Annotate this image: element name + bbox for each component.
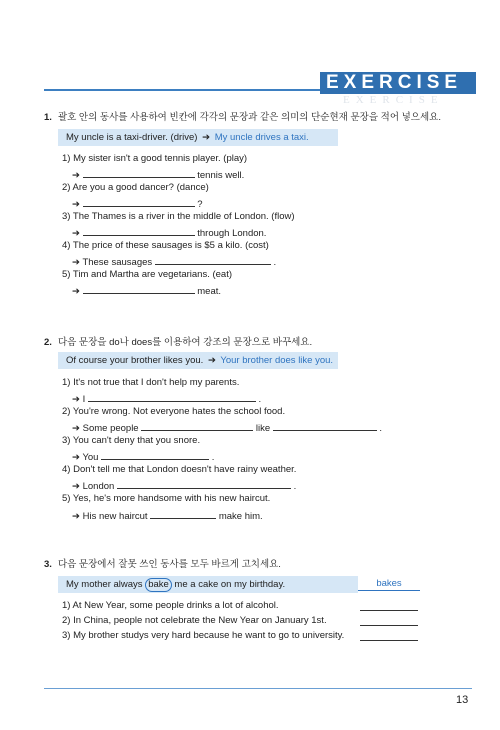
answer-blank[interactable] xyxy=(83,283,195,294)
section2-example-answer: Your brother does like you. xyxy=(220,355,334,366)
answer-blank[interactable] xyxy=(360,625,418,626)
answer-blank[interactable] xyxy=(360,610,418,611)
answer-suffix: . xyxy=(258,394,262,405)
section1-answer-5 xyxy=(72,283,221,297)
answer-blank[interactable] xyxy=(273,420,377,431)
answer-suffix: . xyxy=(211,452,215,463)
header-title: EXERCISE xyxy=(326,72,463,93)
arrow-icon: ➔ xyxy=(72,511,80,522)
answer-suffix: ? xyxy=(197,199,203,210)
arrow-icon: ➔ xyxy=(72,228,80,239)
answer-blank[interactable] xyxy=(150,508,216,519)
arrow-icon: ➔ xyxy=(72,481,80,492)
answer-suffix: . xyxy=(379,423,383,434)
section3-example-error-word: bake xyxy=(145,578,172,592)
section2-item-1: 1) It's not true that I don't help my parents. xyxy=(62,377,240,388)
answer-prefix: London xyxy=(82,481,115,492)
section3-number: 3. xyxy=(44,559,52,570)
section2-example-question: Of course your brother likes you. xyxy=(66,355,204,366)
section2-item-2: 2) You're wrong. Not everyone hates the school food. xyxy=(62,406,286,417)
section2-answer-2 xyxy=(72,420,382,434)
answer-prefix: These sausages xyxy=(82,257,153,268)
section1-item-5: 5) Tim and Martha are vegetarians. (eat) xyxy=(62,269,233,280)
arrow-icon: ➔ xyxy=(72,423,80,434)
answer-suffix: meat. xyxy=(197,286,222,297)
header-ghost-text: EXERCISE xyxy=(343,94,444,106)
answer-blank[interactable] xyxy=(101,449,209,460)
section2-item-5: 5) Yes, he's more handsome with his new haircut. xyxy=(62,493,271,504)
section2-answer-4 xyxy=(72,478,296,492)
section3-instruction xyxy=(44,556,281,570)
section1-instruction xyxy=(44,109,441,123)
answer-blank[interactable] xyxy=(360,640,418,641)
answer-blank[interactable] xyxy=(141,420,253,431)
section2-item-3: 3) You can't deny that you snore. xyxy=(62,435,201,446)
answer-blank[interactable] xyxy=(83,167,195,178)
section1-answer-1 xyxy=(72,167,244,181)
arrow-icon: ➔ xyxy=(72,257,80,268)
section3-item-1: 1) At New Year, some people drinks a lot of alcohol. xyxy=(62,600,279,611)
answer-prefix: Some people xyxy=(82,423,139,434)
section2-instruction xyxy=(44,334,312,348)
section2-item-4: 4) Don't tell me that London doesn't have rainy weather. xyxy=(62,464,297,475)
answer-middle: like xyxy=(255,423,271,434)
section3-example-prefix: My mother always xyxy=(66,579,146,590)
answer-blank[interactable] xyxy=(117,478,291,489)
section1-example xyxy=(58,129,338,146)
answer-blank[interactable] xyxy=(88,391,256,402)
answer-prefix: His new haircut xyxy=(82,511,148,522)
arrow-icon: ➔ xyxy=(72,199,80,210)
section1-answer-3 xyxy=(72,225,266,239)
section1-item-3: 3) The Thames is a river in the middle of London. (flow) xyxy=(62,211,295,222)
section1-instruction-text: 괄호 안의 동사를 사용하여 빈칸에 각각의 문장과 같은 의미의 단순현재 문장을 적어 넣으세요. xyxy=(57,112,441,123)
answer-middle: make him. xyxy=(218,511,263,522)
arrow-icon: ➔ xyxy=(72,394,80,405)
section2-answer-1 xyxy=(72,391,261,405)
answer-blank[interactable] xyxy=(83,225,195,236)
answer-prefix: I xyxy=(82,394,86,405)
arrow-icon: ➔ xyxy=(72,286,80,297)
section3-example-answer: bakes xyxy=(358,578,420,591)
answer-blank[interactable] xyxy=(83,196,195,207)
answer-suffix: . xyxy=(293,481,297,492)
section3-item-3: 3) My brother studys very hard because he want to go to university. xyxy=(62,630,345,641)
section1-example-answer: My uncle drives a taxi. xyxy=(214,132,309,143)
arrow-icon: ➔ xyxy=(72,452,80,463)
section1-number: 1. xyxy=(44,112,52,123)
section2-answer-5 xyxy=(72,508,263,522)
header-rule xyxy=(44,89,334,91)
answer-suffix: tennis well. xyxy=(197,170,245,181)
section1-item-4: 4) The price of these sausages is $5 a kilo. (cost) xyxy=(62,240,269,251)
section1-example-question: My uncle is a taxi-driver. (drive) xyxy=(66,132,198,143)
answer-blank[interactable] xyxy=(155,254,271,265)
arrow-icon: ➔ xyxy=(72,170,80,181)
section1-item-2: 2) Are you a good dancer? (dance) xyxy=(62,182,209,193)
section1-answer-4 xyxy=(72,254,276,268)
answer-suffix: through London. xyxy=(197,228,267,239)
arrow-icon: ➔ xyxy=(207,355,216,366)
section1-answer-2 xyxy=(72,196,203,210)
section3-example xyxy=(58,576,358,593)
section2-number: 2. xyxy=(44,337,52,348)
section3-instruction-text: 다음 문장에서 잘못 쓰인 동사를 모두 바르게 고치세요. xyxy=(57,559,281,570)
answer-prefix: You xyxy=(82,452,99,463)
section2-instruction-text: 다음 문장을 do나 does를 이용하여 강조의 문장으로 바꾸세요. xyxy=(57,337,313,348)
section3-item-2: 2) In China, people not celebrate the New Year on January 1st. xyxy=(62,615,327,626)
arrow-icon: ➔ xyxy=(202,132,211,143)
section3-example-suffix: me a cake on my birthday. xyxy=(171,579,286,590)
section2-answer-3 xyxy=(72,449,214,463)
answer-suffix: . xyxy=(273,257,277,268)
section1-item-1: 1) My sister isn't a good tennis player. (play) xyxy=(62,153,248,164)
footer-rule xyxy=(44,688,472,689)
section2-example xyxy=(58,352,338,369)
page-number: 13 xyxy=(456,694,469,706)
